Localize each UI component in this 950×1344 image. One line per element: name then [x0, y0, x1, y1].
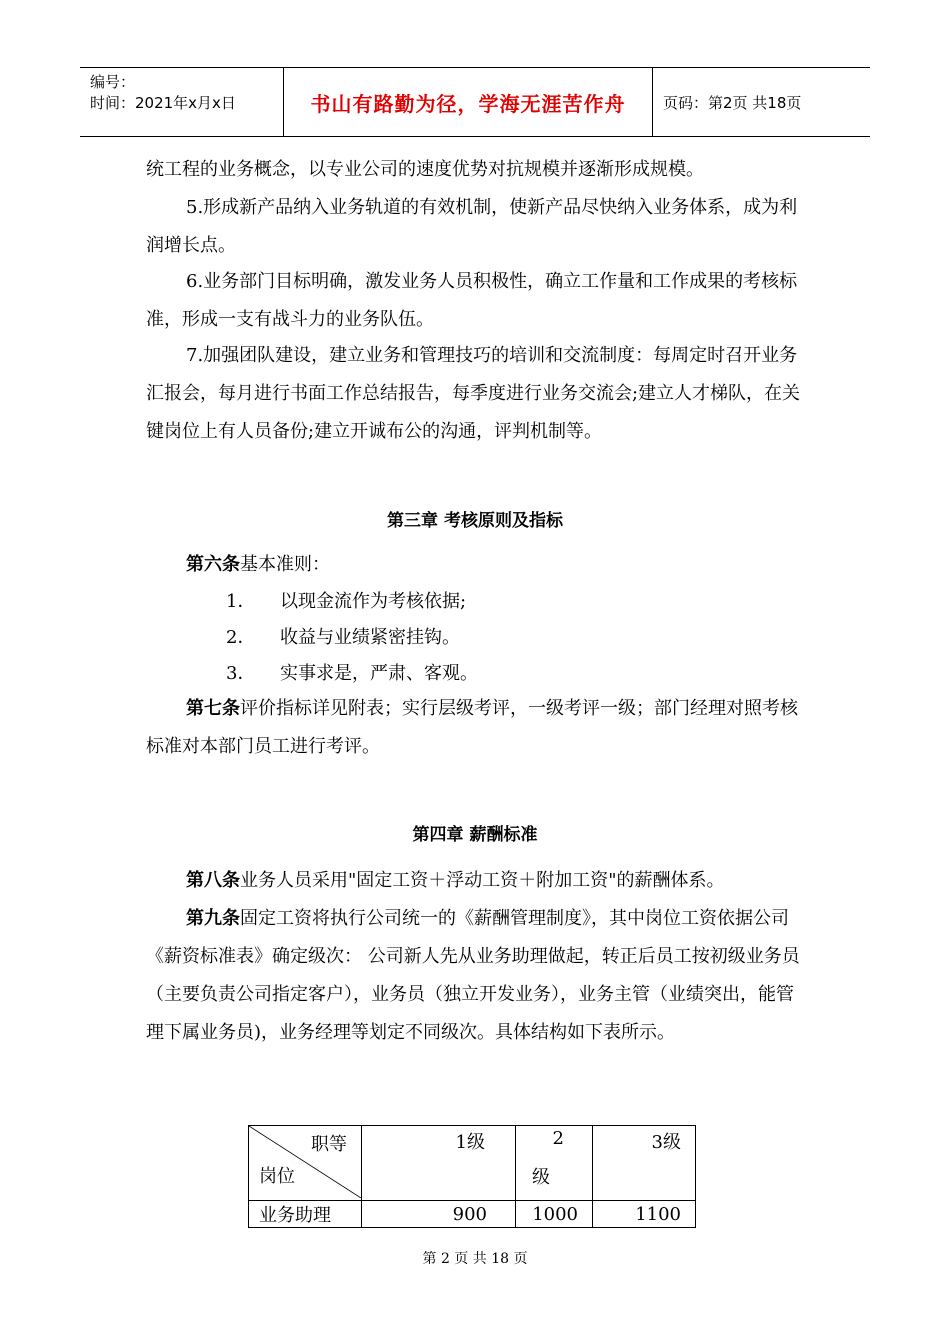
page-footer: 第 2 页 共 18 页	[422, 1251, 528, 1267]
header-motto: 书山有路勤为径，学海无涯苦作舟	[283, 68, 653, 136]
row-label: 业务助理	[249, 1201, 362, 1228]
list-item: 1． 以现金流作为考核依据;	[226, 591, 467, 612]
paragraph-item-5: 5.形成新产品纳入业务轨道的有效机制，使新产品尽快纳入业务体系，成为利润增长点。	[146, 197, 798, 256]
header-meta	[80, 68, 283, 136]
article-8-label: 第八条	[186, 870, 240, 891]
article-9-label: 第九条	[186, 908, 240, 929]
article-7-label: 第七条	[186, 698, 240, 719]
corner-bottom-label: 岗位	[259, 1166, 295, 1187]
list-item: 2． 收益与业绩紧密挂钩。	[226, 627, 460, 648]
chapter-3-title: 第三章 考核原则及指标	[387, 511, 563, 531]
list-item: 3． 实事求是，严肃、客观。	[226, 663, 478, 684]
chapter-4-title: 第四章 薪酬标准	[412, 825, 538, 845]
paragraph-continuation: 统工程的业务概念，以专业公司的速度优势对抗规模并逐渐形成规模。	[146, 159, 704, 180]
cell-value: 900	[362, 1201, 516, 1228]
header-page-info: 页码：第2页 共18页	[663, 93, 802, 112]
article-6	[146, 546, 806, 584]
article-6-label: 第六条	[186, 554, 240, 575]
article-7	[146, 690, 806, 766]
article-9-text: 固定工资将执行公司统一的《薪酬管理制度》，其中岗位工资依据公司《薪资标准表》确定级次： 公司新人先从业务助理做起，转正后员工按初级业务员（主要负责公司指定客户），业务员（独立开发业务），业务主管（业绩突出，能管理下属业务员)，业务经理等划定不同级次。具体结构如下表所示。	[146, 908, 800, 1043]
article-6-text: 基本准则：	[240, 554, 330, 575]
page-header	[80, 67, 870, 137]
salary-table	[248, 1125, 696, 1228]
table-header-row	[249, 1126, 696, 1201]
column-header-1: 1级	[362, 1126, 516, 1201]
corner-top-label: 职等	[311, 1134, 347, 1155]
cell-value: 1000	[516, 1201, 593, 1228]
article-7-text: 评价指标详见附表；实行层级考评，一级考评一级；部门经理对照考核标准对本部门员工进行考评。	[146, 698, 798, 757]
column-header-2: 2 级	[516, 1126, 593, 1201]
paragraph-item-6: 6.业务部门目标明确，激发业务人员积极性，确立工作量和工作成果的考核标准，形成一支有战斗力的业务队伍。	[146, 271, 798, 330]
article-9	[146, 900, 806, 1052]
number-label: 编号：	[90, 73, 136, 91]
cell-value: 1100	[593, 1201, 696, 1228]
article-8-text: 业务人员采用"固定工资＋浮动工资＋附加工资"的薪酬体系。	[240, 870, 725, 891]
article-8	[146, 862, 806, 900]
table-row	[249, 1201, 696, 1228]
table-corner-cell	[249, 1126, 362, 1201]
time-label: 时间：2021年x月x日	[90, 94, 236, 112]
column-header-3: 3级	[593, 1126, 696, 1201]
paragraph-item-7: 7.加强团队建设，建立业务和管理技巧的培训和交流制度：每周定时召开业务汇报会，每月进行书面工作总结报告，每季度进行业务交流会;建立人才梯队，在关键岗位上有人员备份;建立开诚布公的沟通，评判机制等。	[146, 345, 801, 442]
